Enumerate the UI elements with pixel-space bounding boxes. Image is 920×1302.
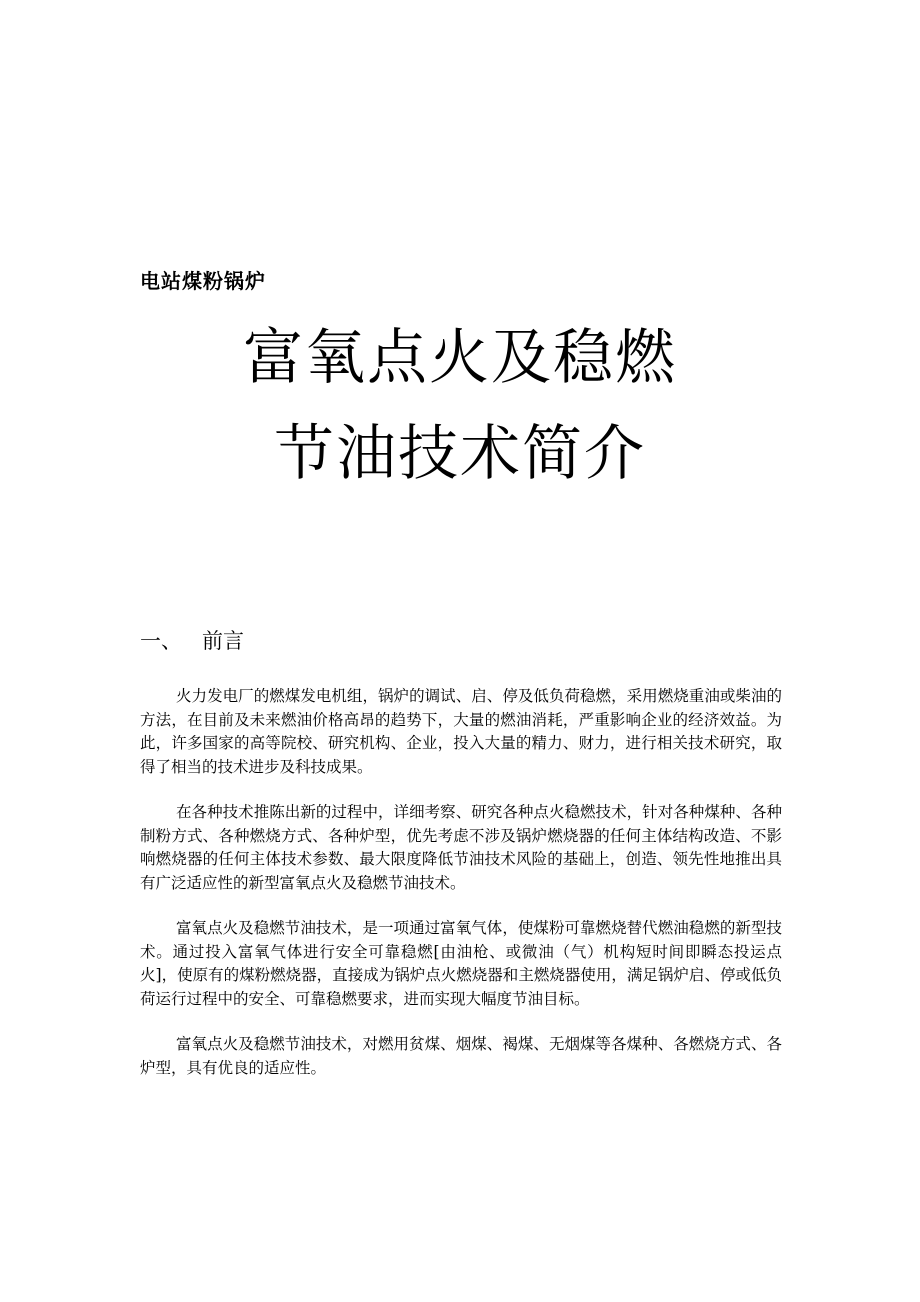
paragraph: 富氧点火及稳燃节油技术，对燃用贫煤、烟煤、褐煤、无烟煤等各煤种、各燃烧方式、各炉型，具有优良的适应性。	[140, 1035, 782, 1077]
paragraph: 富氧点火及稳燃节油技术，是一项通过富氧气体，使煤粉可靠燃烧替代燃油稳燃的新型技术。通过投入富氧气体进行安全可靠稳燃[由油枪、或微油（气）机构短时间即瞬态投运点火]，使原有的煤粉燃烧器，直接成为锅炉点火燃烧器和主燃烧器使用，满足锅炉启、停或低负荷运行过程中的安全、可靠稳燃要求，进而实现大幅度节油目标。	[140, 919, 782, 1008]
paragraph: 在各种技术推陈出新的过程中，详细考察、研究各种点火稳燃技术，针对各种煤种、各种制粉方式、各种燃烧方式、各种炉型，优先考虑不涉及锅炉燃烧器的任何主体结构改造、不影响燃烧器的任何主体技术参数、最大限度降低节油技术风险的基础上，创造、领先性地推出具有广泛适应性的新型富氧点火及稳燃节油技术。	[140, 803, 782, 892]
document-subtitle: 电站煤粉锅炉	[140, 269, 266, 293]
paragraph: 火力发电厂的燃煤发电机组，锅炉的调试、启、停及低负荷稳燃，采用燃烧重油或柴油的方法，在目前及未来燃油价格高昂的趋势下，大量的燃油消耗，严重影响企业的经济效益。为此，许多国家的高等院校、研究机构、企业，投入大量的精力、财力，进行相关技术研究，取得了相当的技术进步及科技成果。	[140, 687, 782, 776]
section-number: 一、	[140, 629, 182, 653]
document-title-line-2: 节油技术简介	[274, 419, 646, 489]
body-text	[140, 685, 782, 1102]
section-heading	[140, 625, 244, 657]
section-title: 前言	[202, 629, 244, 653]
document-title-line-1: 富氧点火及稳燃	[243, 323, 677, 393]
